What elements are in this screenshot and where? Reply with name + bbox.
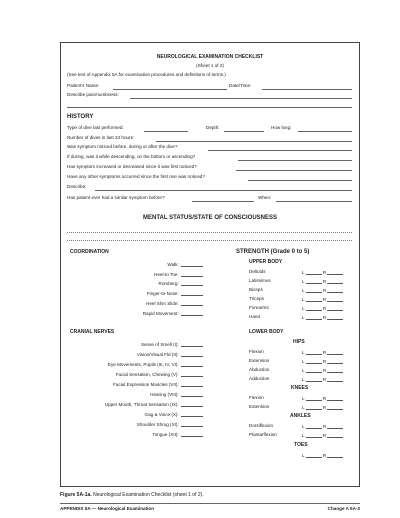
similar-symptom-label: Has patient ever had a similar symptom before? <box>67 195 165 200</box>
history-heading: HISTORY <box>67 114 94 120</box>
footer-left: APPENDIX 5A — Neurological Examination <box>60 506 155 511</box>
checklist-form <box>60 42 360 487</box>
cranial-nerve-item: Eye Movements, Pupils (III, IV, VI): <box>108 362 203 368</box>
symptom-timing-label: Was symptom noticed before, during or after the dive? <box>67 144 178 149</box>
describe-line <box>95 190 352 191</box>
mental-status-line-2 <box>67 240 352 241</box>
lower-body-heading: LOWER BODY <box>249 329 284 335</box>
cranial-nerve-item: Facial Expression Muscles (VII): <box>113 382 203 388</box>
left-right-grades: L R <box>302 396 343 402</box>
dives-count-label: Number of dives in last 24 hours: <box>67 135 135 140</box>
strength-item-label: Dorsiflexion <box>249 423 273 428</box>
left-right-grades: L R <box>302 270 343 276</box>
figure-caption: Figure 5A-1a. Neurological Examination Checklist (sheet 1 of 2). <box>60 492 204 498</box>
left-right-grades: L R <box>302 359 343 365</box>
cranial-nerve-item: Vision/Visual Fld (II): <box>137 352 203 358</box>
footer-rule <box>60 503 360 504</box>
coordination-item: Finger-to-Nose: <box>147 291 203 297</box>
other-symptoms-label: Have any other symptoms occurred since the first one was noticed? <box>67 174 205 179</box>
depth-line <box>224 131 264 132</box>
when-label: When: <box>258 195 272 200</box>
how-long-line <box>298 131 352 132</box>
ankles-heading: ANKLES <box>290 413 311 419</box>
left-right-grades: L R <box>302 368 343 374</box>
strength-item-label: Extension <box>249 358 270 363</box>
dives-count-line <box>156 141 352 142</box>
left-right-grades: L R <box>302 315 343 321</box>
strength-item-label: Hand <box>249 314 260 319</box>
how-long-label: How long: <box>271 125 292 130</box>
cranial-nerve-item: Shoulder Shrug (XI): <box>137 422 203 428</box>
other-symptoms-line <box>248 180 352 181</box>
left-right-grades: L R <box>302 405 343 411</box>
left-right-grades: L R <box>302 350 343 356</box>
left-right-grades: L R <box>302 377 343 383</box>
pain-line-2 <box>67 107 352 108</box>
strength-item-label: Forearms <box>249 305 269 310</box>
cranial-nerves-heading: CRANIAL NERVES <box>70 329 115 335</box>
cranial-nerve-item: Tongue (XII): <box>152 432 203 438</box>
strength-item-label: Plantarflexion <box>249 432 277 437</box>
describe-label: Describe: <box>67 184 87 189</box>
toes-heading: TOES <box>294 442 308 448</box>
left-right-grades: L R <box>302 424 343 430</box>
when-line <box>276 201 352 202</box>
datetime-line <box>262 89 352 90</box>
strength-item-label: Latissimus <box>249 278 271 283</box>
patient-name-label: Patient's Name: <box>67 83 100 88</box>
left-right-grades: L R <box>302 279 343 285</box>
increased-line <box>236 170 352 171</box>
footer-right: Change A 5A-3 <box>327 506 360 511</box>
coordination-item: Romberg: <box>159 281 203 287</box>
strength-item-label: Flexion <box>249 349 264 354</box>
dive-type-label: Type of dive last performed: <box>67 125 124 130</box>
strength-heading: STRENGTH (Grade 0 to 5) <box>236 249 310 255</box>
strength-item-label: Abduction <box>249 367 270 372</box>
coordination-item: Heel-to Toe: <box>154 272 203 278</box>
increased-label: Has symptom increased or decreased since it was first noticed? <box>67 164 197 169</box>
left-right-grades: L R <box>302 306 343 312</box>
coordination-heading: COORDINATION <box>70 249 109 255</box>
during-line <box>238 160 352 161</box>
cranial-nerve-item: Gag & Voice (X): <box>145 412 204 418</box>
strength-item-label: Adduction <box>249 376 270 381</box>
similar-symptom-line <box>192 201 254 202</box>
strength-item-label: Extension <box>249 404 270 409</box>
sheet-number: (Sheet 1 of 2) <box>196 63 224 68</box>
instructions-note: (See text of Appendix 5A for examination procedures and definitions of terms.) <box>67 72 226 77</box>
left-right-grades: L R <box>302 297 343 303</box>
cranial-nerve-item: Hearing (VIII): <box>150 392 203 398</box>
strength-item-label: Deltoids <box>249 269 266 274</box>
strength-item-label: Triceps <box>249 296 264 301</box>
patient-name-line <box>113 89 227 90</box>
depth-label: Depth: <box>206 125 220 130</box>
mental-status-line-1 <box>67 232 352 233</box>
left-right-grades: L R <box>302 288 343 294</box>
toes-grades: L R <box>302 453 343 459</box>
strength-item-label: Flexion <box>249 395 264 400</box>
datetime-label: Date/Time: <box>229 83 252 88</box>
form-title: NEUROLOGICAL EXAMINATION CHECKLIST <box>156 54 264 60</box>
coordination-item: Heel Shin Slide: <box>146 301 203 307</box>
cranial-nerve-item: Sense of Smell (I): <box>141 342 203 348</box>
during-label: If during, was it while descending, on the bottom or ascending? <box>67 154 196 159</box>
coordination-item: Rapid Movement: <box>143 311 203 317</box>
pain-line <box>130 98 352 99</box>
strength-item-label: Biceps <box>249 287 263 292</box>
cranial-nerve-item: Upper Mouth, Throat Sensation (IX): <box>105 402 203 408</box>
knees-heading: KNEES <box>291 385 309 391</box>
dive-type-line <box>144 131 188 132</box>
upper-body-heading: UPPER BODY <box>249 259 283 265</box>
cranial-nerve-item: Facial Sensation, Chewing (V): <box>116 372 203 378</box>
symptom-timing-line <box>208 150 352 151</box>
hips-heading: HIPS <box>293 339 305 345</box>
left-right-grades: L R <box>302 433 343 439</box>
coordination-item: Walk: <box>167 262 203 268</box>
mental-status-heading: MENTAL STATUS/STATE OF CONSCIOUSNESS <box>142 215 277 221</box>
pain-label: Describe pain/numbness: <box>67 92 119 97</box>
